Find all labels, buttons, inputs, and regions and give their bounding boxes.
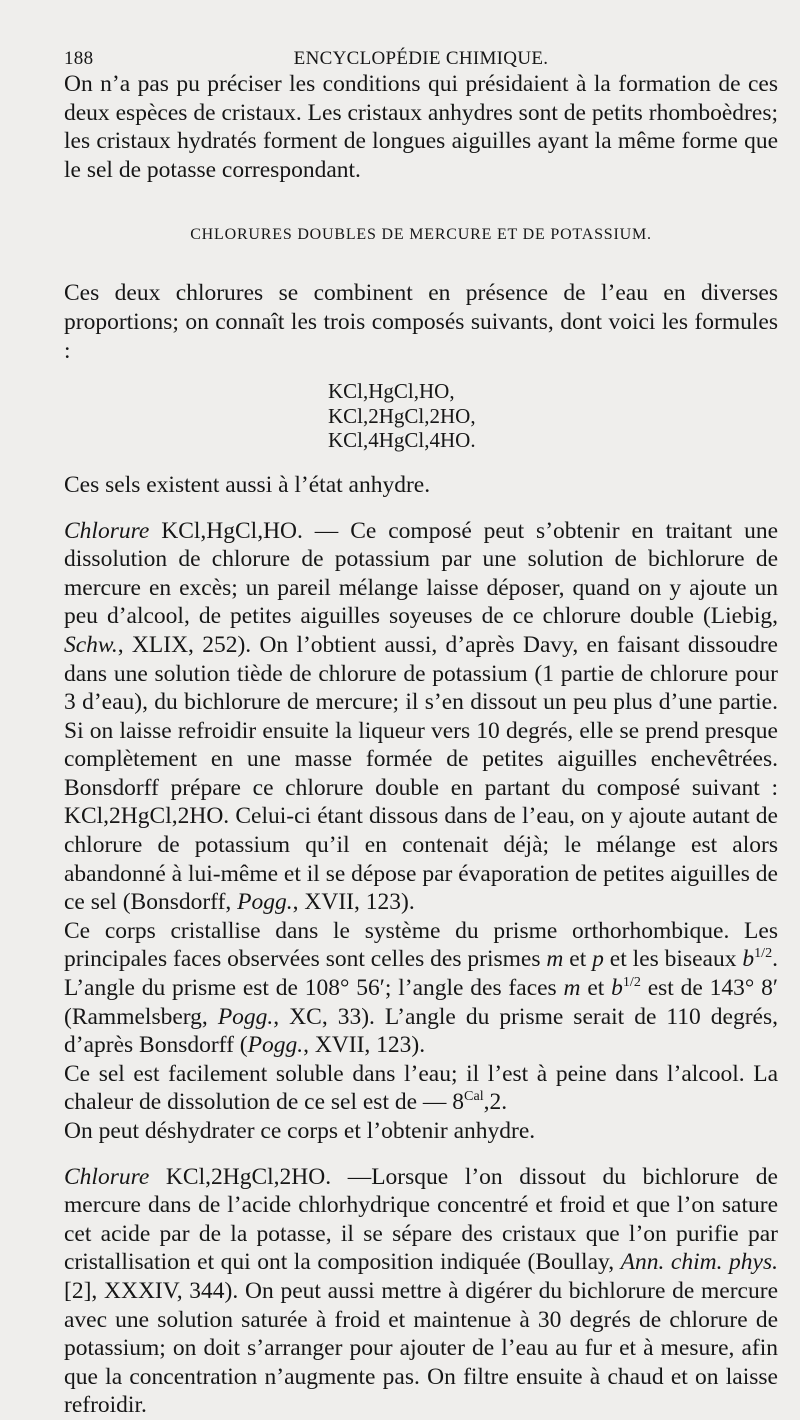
- ref-pogg-3: Pogg.: [247, 1032, 304, 1059]
- section-heading: CHLORURES DOUBLES DE MERCURE ET DE POTASSIUM.: [190, 226, 652, 244]
- cristallo-text-2: et: [563, 946, 593, 973]
- cristallo-text-4: . L’angle du prisme est de 108° 56′; l’angle des faces: [64, 946, 778, 1002]
- face-p: p: [592, 946, 604, 973]
- page-number: 188: [64, 48, 94, 69]
- ref-pogg-2: Pogg.: [217, 1003, 274, 1030]
- chlorure-lead-1: Chlorure: [64, 517, 150, 544]
- formula-2: KCl,2HgCl,2HO,: [328, 403, 476, 428]
- formula-list: [328, 379, 778, 453]
- cristallo-text-6: est de 143° 8′ (Rammelsberg,: [64, 975, 778, 1030]
- ref-ann-chim: Ann. chim. phys.: [620, 1249, 778, 1276]
- superscript-1: 1/2: [754, 945, 773, 962]
- formula-1: KCl,HgCl,HO,: [328, 379, 455, 404]
- paragraph-anhydre: Ces sels existent aussi à l’état anhydre.: [64, 471, 431, 498]
- face-m-2: m: [563, 975, 581, 1002]
- chlorure-lead-2: Chlorure: [64, 1163, 150, 1190]
- solubilite-text-1: Ce sel est facilement soluble dans l’eau; il l’est à peine dans l’alcool. La chaleur de dissolution de ce sel est de — 8: [64, 1060, 778, 1116]
- ref-pogg: Pogg.: [237, 889, 293, 916]
- paragraph-chlorure-1: [64, 517, 778, 917]
- cristallo-text-5: et: [580, 975, 612, 1002]
- cristallo-text-1: Ce corps cristallise dans le système du prisme orthorhombique. Les principales faces observées sont celles des prismes: [64, 917, 778, 973]
- page-header: [64, 40, 778, 70]
- running-title: ENCYCLOPÉDIE CHIMIQUE.: [293, 48, 549, 69]
- superscript-2: 1/2: [622, 974, 641, 991]
- face-m: m: [546, 946, 564, 973]
- paragraph-chlorure-2: [64, 1163, 778, 1420]
- chlorure-1-text-a: KCl,HgCl,HO. — Ce composé peut s’obtenir en traitant une dissolution de chlorure de potassium par une solution de bichlorure de mercure en excès; un pareil mélange laisse déposer, quand on y ajoute un peu d’alcool, de petites aiguilles soyeuses de ce chlorure double (Liebig,: [64, 517, 778, 630]
- intro-text: Ces deux chlorures se combinent en présence de l’eau en diverses proportions; on connaît les trois composés suivants, dont voici les formules :: [64, 280, 778, 364]
- face-b: b: [742, 946, 755, 973]
- superscript-cal: Cal: [464, 1088, 484, 1105]
- chlorure-2-text-b: [2], XXXIV, 344). On peut aussi mettre à digérer du bichlorure de mercure avec une solution saturée à froid et maintenue à 30 degrés de chlorure de potassium; on doit s’arranger pour ajouter de l’eau au fur et à mesure, afin que la concentration n’augmente pas. On filtre ensuite à chaud et on laisse refroidir.: [64, 1277, 778, 1419]
- cristallo-text-8: , XVII, 123).: [303, 1032, 426, 1059]
- paragraph-cristallographie: [64, 917, 778, 1060]
- formula-3: KCl,4HgCl,4HO.: [328, 428, 476, 453]
- paragraph-deshydrater: On peut déshydrater ce corps et l’obtenir anhydre.: [64, 1118, 536, 1144]
- face-b-2: b: [611, 975, 623, 1002]
- chlorure-1-text-b: , XLIX, 252). On l’obtient aussi, d’après Davy, en faisant dissoudre dans une solution tiède de chlorure de potassium (1 partie de chlorure pour 3 d’eau), du bichlorure de mercure; il s’en dissout un peu plus d’une partie. Si on laisse refroidir ensuite la liqueur vers 10 degrés, elle se prend presque complètement en une masse formée de petites aiguilles enchevêtrées. Bonsdorff prépare ce chlorure double en partant du composé suivant : KCl,2HgCl,2HO. Celui-ci étant dissous dans de l’eau, on y ajoute autant de chlorure de potassium qu’il en contenait déjà; le mélange est alors abandonné à lui-même et il se dépose par évaporation de petites aiguilles de ce sel (Bonsdorff,: [64, 631, 778, 916]
- paragraph-intro: [64, 279, 778, 365]
- solubilite-text-2: ,2.: [483, 1089, 508, 1116]
- cristallo-text-7: , XC, 33). L’angle du prisme serait de 110 degrés, d’après Bonsdorff (: [64, 1003, 778, 1059]
- paragraph-cristaux: On n’a pas pu préciser les conditions qui présidaient à la formation de ces deux espèces de cristaux. Les cristaux anhydres sont de petits rhomboèdres; les cristaux hydratés forment de longues aiguilles ayant la même forme que le sel de potasse correspondant.: [64, 71, 778, 183]
- chlorure-1-text-c: , XVII, 123).: [292, 889, 415, 916]
- chlorure-2-text-a: KCl,2HgCl,2HO. —Lorsque l’on dissout du bichlorure de mercure dans de l’acide chlorhydrique concentré et froid et que l’on sature cet acide par de la potasse, il se sépare des cristaux que l’on purifie par cristallisation et qui ont la composition indiquée (Boullay,: [64, 1163, 778, 1276]
- ref-schw: Schw.: [64, 631, 118, 658]
- cristallo-text-3: et les biseaux: [603, 946, 743, 973]
- paragraph-solubilite: [64, 1060, 778, 1117]
